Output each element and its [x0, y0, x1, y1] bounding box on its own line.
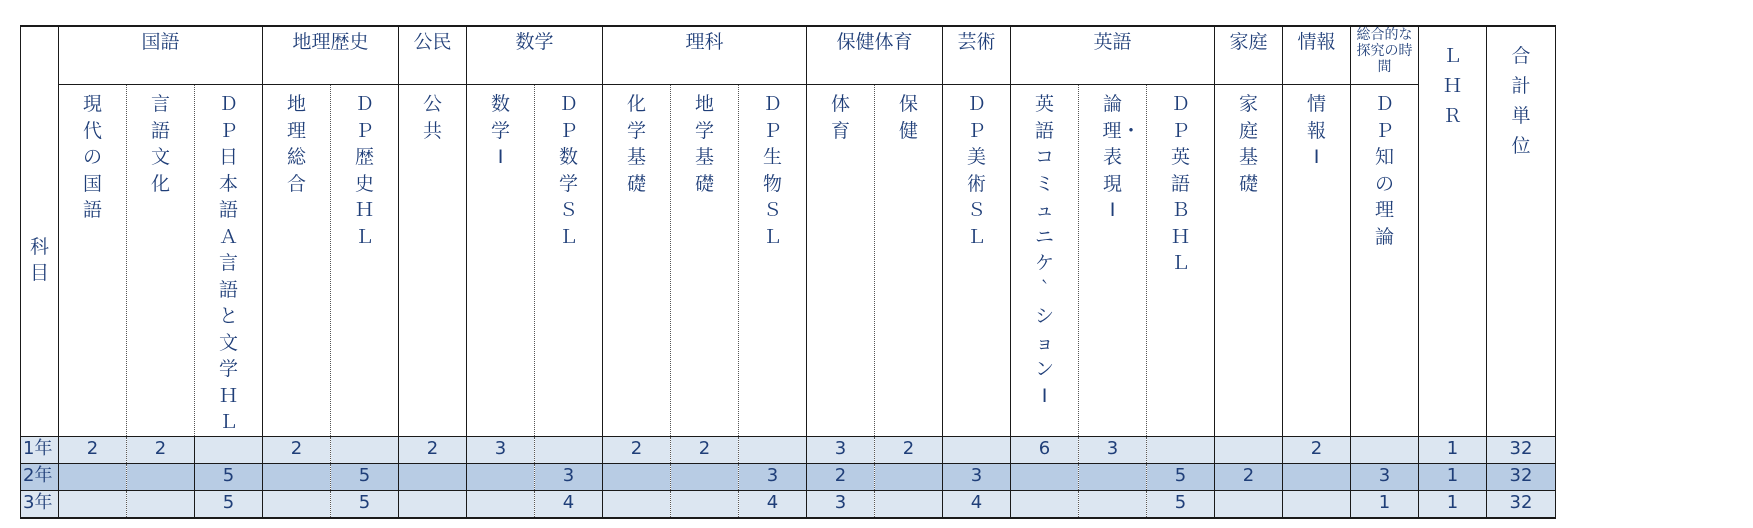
group-rika: 理科	[603, 26, 807, 85]
credit-cell	[331, 436, 399, 463]
subject-header	[807, 85, 875, 437]
group-hoken-taiiku: 保健体育	[807, 26, 943, 85]
credit-cell	[467, 490, 535, 518]
credit-cell	[399, 490, 467, 518]
credit-cell	[1215, 490, 1283, 518]
group-chiri-rekishi: 地理歴史	[263, 26, 399, 85]
table-row	[21, 490, 1556, 518]
credit-cell: 5	[195, 490, 263, 518]
subject-label: 体育	[830, 93, 850, 142]
subject-label: 化学基礎	[626, 93, 646, 195]
credit-cell: 1	[1419, 436, 1487, 463]
credit-cell: 2	[1215, 463, 1283, 490]
subject-header	[943, 85, 1011, 437]
total-header	[1487, 26, 1556, 436]
credit-cell: 1	[1351, 490, 1419, 518]
group-katei: 家庭	[1215, 26, 1283, 85]
credit-cell	[59, 490, 127, 518]
group-sugaku: 数学	[467, 26, 603, 85]
subject-header	[59, 85, 127, 437]
subject-header	[739, 85, 807, 437]
subject-label: ＤＰ日本語Ａ言語と文学ＨＬ	[218, 93, 238, 433]
credit-cell: 5	[1147, 490, 1215, 518]
credit-cell	[603, 490, 671, 518]
subject-header	[1351, 85, 1419, 437]
credit-cell: 1	[1419, 463, 1487, 490]
credit-cell: 2	[875, 436, 943, 463]
credit-cell	[263, 463, 331, 490]
credit-cell	[875, 490, 943, 518]
credit-cell	[603, 463, 671, 490]
credit-cell: 2	[1283, 436, 1351, 463]
curriculum-table	[20, 25, 1556, 519]
subject-header	[1283, 85, 1351, 437]
credit-cell	[535, 436, 603, 463]
lhr-header	[1419, 26, 1487, 436]
subject-label: ＤＰ英語Ｂ ＨＬ	[1170, 93, 1210, 274]
subject-label: ＤＰ知の理論	[1374, 93, 1394, 248]
credit-cell: 3	[943, 463, 1011, 490]
credit-cell	[943, 436, 1011, 463]
credit-cell: 5	[1147, 463, 1215, 490]
subject-label: 保健	[898, 93, 918, 142]
credit-cell: 5	[331, 490, 399, 518]
subject-header	[671, 85, 739, 437]
credit-cell: 2	[399, 436, 467, 463]
credit-cell: 2	[263, 436, 331, 463]
credit-cell	[671, 490, 739, 518]
subject-label: ＤＰ数学ＳＬ	[558, 93, 578, 248]
credit-cell: 3	[807, 490, 875, 518]
subject-header	[603, 85, 671, 437]
credit-cell: 2	[603, 436, 671, 463]
kamoku-label: 科目	[29, 235, 49, 284]
credit-cell: 4	[739, 490, 807, 518]
subject-label: 公共	[422, 93, 442, 142]
credit-cell	[399, 463, 467, 490]
credit-cell: 5	[331, 463, 399, 490]
group-joho: 情報	[1283, 26, 1351, 85]
total-label: 合計単位	[1511, 45, 1531, 157]
credit-cell: 3	[1351, 463, 1419, 490]
group-header-row	[21, 26, 1556, 85]
subject-header	[1079, 85, 1147, 437]
credit-cell	[127, 463, 195, 490]
subject-label: ＤＰ歴史ＨＬ	[354, 93, 374, 248]
subject-header	[467, 85, 535, 437]
subject-label: 情報Ⅰ	[1306, 93, 1326, 168]
credit-cell	[1147, 436, 1215, 463]
subject-header	[331, 85, 399, 437]
credit-cell	[59, 463, 127, 490]
credit-cell: 3	[535, 463, 603, 490]
subject-label: ＤＰ生物ＳＬ	[762, 93, 782, 248]
credit-cell: 3	[807, 436, 875, 463]
credit-cell: 4	[535, 490, 603, 518]
credit-cell: 2	[807, 463, 875, 490]
credit-cell: 3	[467, 436, 535, 463]
kamoku-cell	[21, 85, 59, 437]
subject-header	[875, 85, 943, 437]
credit-cell	[1283, 490, 1351, 518]
table-row	[21, 436, 1556, 463]
table-row	[21, 463, 1556, 490]
subject-label: 言語文化	[150, 93, 170, 195]
credit-cell: 5	[195, 463, 263, 490]
credit-cell: 3	[1079, 436, 1147, 463]
subject-label: 英語コミュニケ｀ションⅠ	[1034, 93, 1054, 407]
credit-cell: 2	[127, 436, 195, 463]
year-label: 3年	[21, 490, 59, 518]
credit-cell	[1079, 490, 1147, 518]
subject-label: 現代の国語	[82, 93, 102, 221]
group-eigo: 英語	[1011, 26, 1215, 85]
credit-cell	[1351, 436, 1419, 463]
subject-label: 地理総合	[286, 93, 306, 195]
credit-cell: 2	[671, 436, 739, 463]
credit-cell	[195, 436, 263, 463]
credit-cell	[1215, 436, 1283, 463]
group-geijutsu: 芸術	[943, 26, 1011, 85]
subject-label: ＤＰ美術ＳＬ	[966, 93, 986, 248]
data-rows	[21, 436, 1556, 518]
group-komin: 公民	[399, 26, 467, 85]
credit-cell: 2	[59, 436, 127, 463]
credit-cell	[1283, 463, 1351, 490]
lhr-label: ＬＨＲ	[1442, 45, 1462, 127]
credit-cell	[467, 463, 535, 490]
year-label: 2年	[21, 463, 59, 490]
credit-cell	[1079, 463, 1147, 490]
subject-header	[1215, 85, 1283, 437]
year-label: 1年	[21, 436, 59, 463]
subject-header	[127, 85, 195, 437]
group-kokugo: 国語	[59, 26, 263, 85]
credit-cell: 6	[1011, 436, 1079, 463]
subject-label: 家庭基礎	[1238, 93, 1258, 195]
subject-label: 論理・表現Ⅰ	[1102, 93, 1141, 221]
subject-header	[399, 85, 467, 437]
credit-cell: 4	[943, 490, 1011, 518]
subject-header	[1147, 85, 1215, 437]
credit-cell	[263, 490, 331, 518]
subject-header	[535, 85, 603, 437]
subject-header	[1011, 85, 1079, 437]
credit-cell: 32	[1487, 463, 1556, 490]
corner-cell	[21, 26, 59, 85]
subject-header	[263, 85, 331, 437]
subject-label: 数学Ⅰ	[490, 93, 510, 168]
credit-cell: 32	[1487, 490, 1556, 518]
credit-cell	[875, 463, 943, 490]
subject-label: 地学基礎	[694, 93, 714, 195]
credit-cell	[739, 436, 807, 463]
credit-cell: 1	[1419, 490, 1487, 518]
subject-header	[195, 85, 263, 437]
subject-row	[21, 85, 1556, 437]
credit-cell: 32	[1487, 436, 1556, 463]
credit-cell	[1011, 463, 1079, 490]
credit-cell	[127, 490, 195, 518]
group-sogo: 総合的な探究の時間	[1351, 26, 1419, 85]
credit-cell	[1011, 490, 1079, 518]
credit-cell: 3	[739, 463, 807, 490]
credit-cell	[671, 463, 739, 490]
